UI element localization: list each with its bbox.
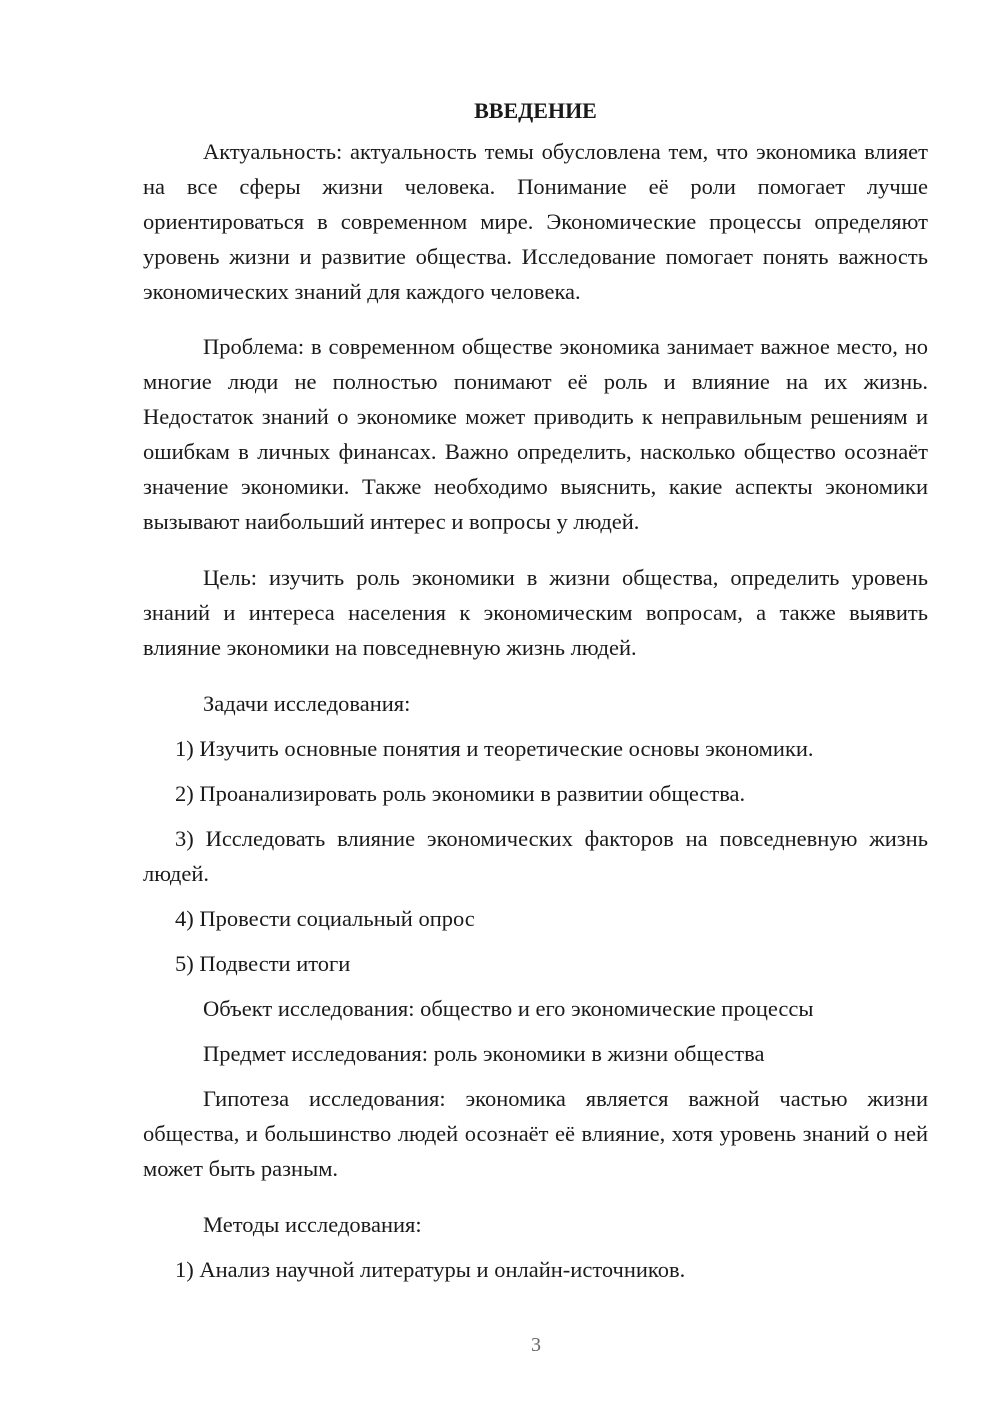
section-title: ВВЕДЕНИЕ [474,98,597,123]
problem-paragraph: Проблема: в современном обществе экономика занимает важное место, но многие люди не полностью понимают её роль и влияние на их жизнь. Недостаток знаний о экономике может приводить к неправильным решениям и ошибкам в личных финансах. Важно определить, насколько общество осознаёт значение экономики. Также необходимо выяснить, какие аспекты экономики вызывают наибольший интерес и вопросы у людей. [143,334,928,534]
tasks-heading: Задачи исследования: [203,691,411,716]
page-number: 3 [531,1334,541,1356]
hypothesis-paragraph: Гипотеза исследования: экономика является важной частью жизни общества, и большинство людей осознаёт её влияние, хотя уровень знаний о ней может быть разным. [143,1086,928,1181]
task-item-2: 2) Проанализировать роль экономики в развитии общества. [175,781,746,806]
page-content [143,93,928,1287]
relevance-paragraph: Актуальность: актуальность темы обусловлена тем, что экономика влияет на все сферы жизни человека. Понимание её роли помогает лучше ориентироваться в современном мире. Экономические процессы определяют уровень жизни и развитие общества. Исследование помогает понять важность экономических знаний для каждого человека. [143,139,928,304]
task-item-3: 3) Исследовать влияние экономических факторов на повседневную жизнь людей. [143,826,928,886]
task-item-4: 4) Провести социальный опрос [175,906,475,931]
goal-paragraph: Цель: изучить роль экономики в жизни общества, определить уровень знаний и интереса населения к экономическим вопросам, а также выявить влияние экономики на повседневную жизнь людей. [143,565,928,660]
methods-heading: Методы исследования: [203,1212,422,1237]
task-item-1: 1) Изучить основные понятия и теоретические основы экономики. [175,736,814,761]
task-item-5: 5) Подвести итоги [175,951,351,976]
object-paragraph: Объект исследования: общество и его экономические процессы [203,996,814,1021]
subject-paragraph: Предмет исследования: роль экономики в жизни общества [203,1041,765,1066]
method-item-1: 1) Анализ научной литературы и онлайн-источников. [175,1257,686,1282]
